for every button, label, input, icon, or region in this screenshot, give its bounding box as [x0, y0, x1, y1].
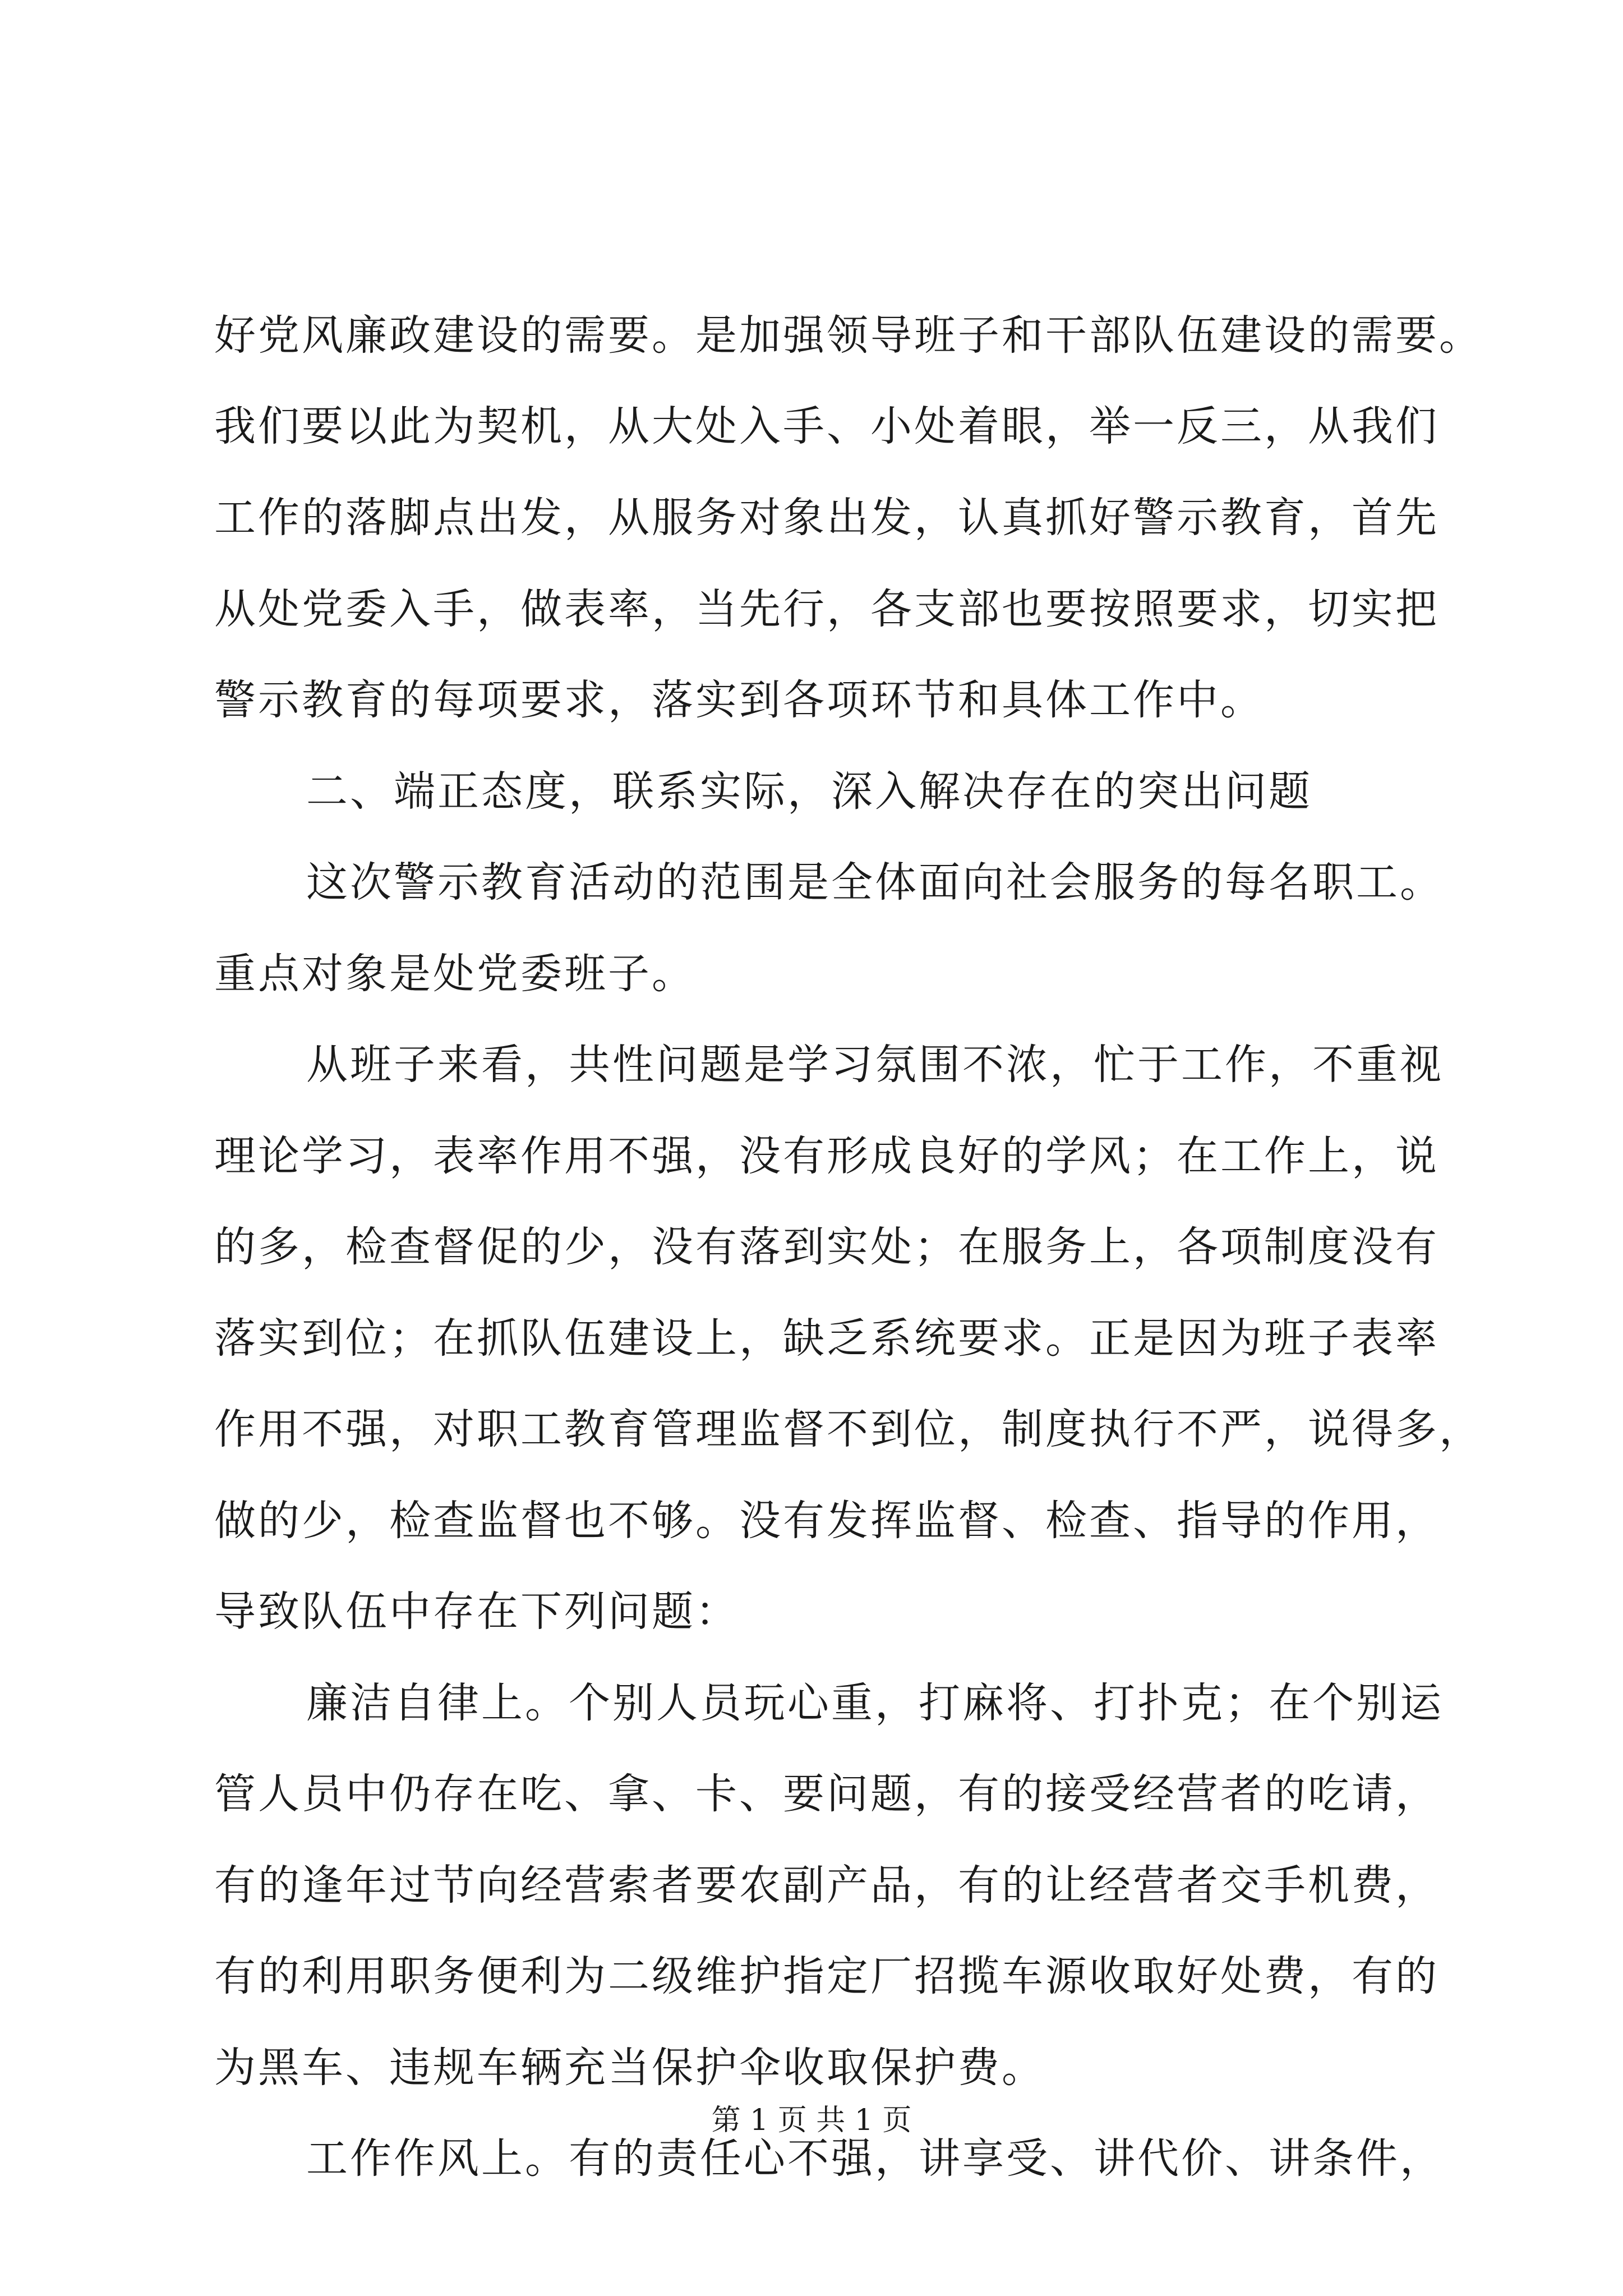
paragraph-line: 工作作风上。有的责任心不强，讲享受、讲代价、讲条件， [306, 2134, 1444, 2183]
paragraph-line: 我们要以此为契机，从大处入手、小处着眼，举一反三，从我们 [214, 402, 1439, 450]
section-heading: 二、端正态度，联系实际，深入解决存在的突出问题 [306, 767, 1312, 816]
paragraph-line: 重点对象是处党委班子。 [214, 950, 695, 998]
page-footer: 第 1 页 共 1 页 [711, 2104, 912, 2137]
paragraph-line: 做的少，检查监督也不够。没有发挥监督、检查、指导的作用， [214, 1497, 1439, 1545]
paragraph-line: 有的逢年过节向经营索者要农副产品，有的让经营者交手机费， [214, 1861, 1439, 1910]
paragraph-line: 好党风廉政建设的需要。是加强领导班子和干部队伍建设的需要。 [214, 311, 1483, 360]
paragraph-line: 作用不强，对职工教育管理监督不到位，制度执行不严，说得多， [214, 1405, 1483, 1453]
paragraph-line: 管人员中仍存在吃、拿、卡、要问题，有的接受经营者的吃请， [214, 1770, 1439, 1818]
paragraph-line: 这次警示教育活动的范围是全体面向社会服务的每名职工。 [306, 858, 1444, 907]
paragraph-line: 为黑车、违规车辆充当保护伞收取保护费。 [214, 2044, 1045, 2092]
paragraph-line: 的多，检查督促的少，没有落到实处；在服务上，各项制度没有 [214, 1223, 1439, 1271]
paragraph-line: 从处党委入手，做表率，当先行，各支部也要按照要求，切实把 [214, 585, 1439, 633]
paragraph-line: 导致队伍中存在下列问题： [214, 1588, 739, 1636]
paragraph-line: 廉洁自律上。个别人员玩心重，打麻将、打扑克；在个别运 [306, 1679, 1444, 1727]
paragraph-line: 从班子来看，共性问题是学习氛围不浓，忙于工作，不重视 [306, 1041, 1444, 1089]
paragraph-line: 工作的落脚点出发，从服务对象出发，认真抓好警示教育，首先 [214, 494, 1439, 542]
paragraph-line: 理论学习，表率作用不强，没有形成良好的学风；在工作上，说 [214, 1132, 1439, 1180]
paragraph-line: 有的利用职务便利为二级维护指定厂招揽车源收取好处费，有的 [214, 1952, 1439, 2000]
paragraph-line: 落实到位；在抓队伍建设上，缺乏系统要求。正是因为班子表率 [214, 1314, 1439, 1363]
paragraph-line: 警示教育的每项要求，落实到各项环节和具体工作中。 [214, 676, 1264, 724]
